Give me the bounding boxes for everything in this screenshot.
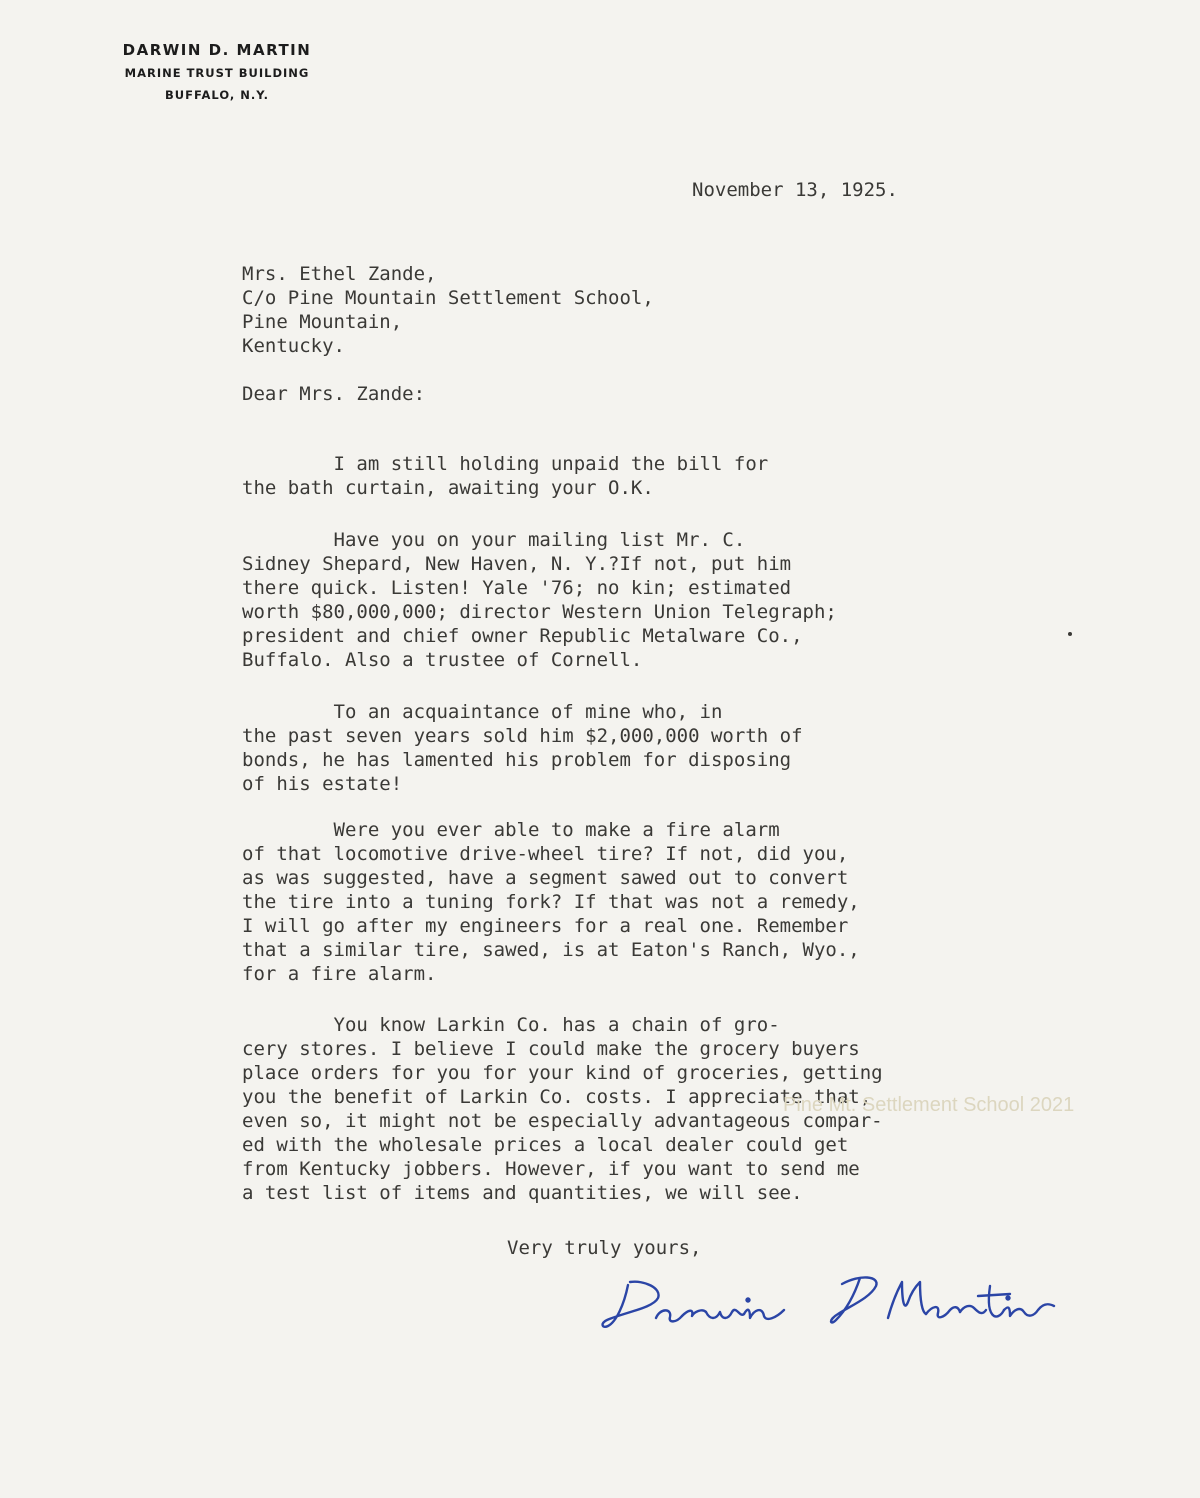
paragraph-line: To an acquaintance of mine who, in <box>242 701 723 723</box>
paragraph-mailing-list <box>242 528 837 672</box>
paragraph-line: as was suggested, have a segment sawed out to convert <box>242 867 849 889</box>
letterhead-name: DARWIN D. MARTIN <box>122 41 312 59</box>
paragraph-fire-alarm <box>242 818 860 986</box>
paragraph-line: Buffalo. Also a trustee of Cornell. <box>242 649 643 671</box>
letter-date: November 13, 1925. <box>692 179 898 201</box>
address-line: Pine Mountain, <box>242 311 403 333</box>
paragraph-line: Sidney Shepard, New Haven, N. Y.?If not, put him <box>242 553 792 575</box>
paragraph-line: I am still holding unpaid the bill for <box>242 453 769 475</box>
paragraph-line: for a fire alarm. <box>242 963 437 985</box>
closing: Very truly yours, <box>507 1237 702 1259</box>
paragraph-line: president and chief owner Republic Metalware Co., <box>242 625 803 647</box>
paragraph-line: the tire into a tuning fork? If that was not a remedy, <box>242 891 860 913</box>
letterhead <box>112 38 322 106</box>
paragraph-line: you the benefit of Larkin Co. costs. I appreciate that, <box>242 1086 872 1108</box>
watermark: Pine Mt. Settlement School 2021 <box>783 1094 1075 1116</box>
salutation: Dear Mrs. Zande: <box>242 383 426 405</box>
paragraph-line: that a similar tire, sawed, is at Eaton's Ranch, Wyo., <box>242 939 860 961</box>
paragraph-line: a test list of items and quantities, we will see. <box>242 1182 803 1204</box>
letterhead-city: BUFFALO, N.Y. <box>165 88 269 102</box>
handwritten-signature <box>598 1260 1098 1340</box>
paragraph-bath-curtain <box>242 452 768 500</box>
paragraph-acquaintance <box>242 700 803 796</box>
paragraph-line: bonds, he has lamented his problem for disposing <box>242 749 792 771</box>
paragraph-line: You know Larkin Co. has a chain of gro- <box>242 1014 780 1036</box>
letterhead-building: MARINE TRUST BUILDING <box>124 66 310 80</box>
paragraph-line: the bath curtain, awaiting your O.K. <box>242 477 654 499</box>
address-line: Kentucky. <box>242 335 345 357</box>
paragraph-line: Have you on your mailing list Mr. C. <box>242 529 746 551</box>
paragraph-line: I will go after my engineers for a real one. Remember <box>242 915 849 937</box>
paragraph-line: there quick. Listen! Yale '76; no kin; estimated <box>242 577 792 599</box>
paragraph-line: the past seven years sold him $2,000,000 worth of <box>242 725 803 747</box>
address-line: Mrs. Ethel Zande, <box>242 263 437 285</box>
paragraph-line: worth $80,000,000; director Western Union Telegraph; <box>242 601 837 623</box>
paragraph-line: of his estate! <box>242 773 403 795</box>
address-line: C/o Pine Mountain Settlement School, <box>242 287 654 309</box>
paragraph-line: from Kentucky jobbers. However, if you want to send me <box>242 1158 860 1180</box>
paragraph-line: even so, it might not be especially advantageous compar- <box>242 1110 883 1132</box>
paragraph-line: ed with the wholesale prices a local dealer could get <box>242 1134 849 1156</box>
paragraph-line: cery stores. I believe I could make the grocery buyers <box>242 1038 860 1060</box>
paragraph-line: Were you ever able to make a fire alarm <box>242 819 780 841</box>
ink-speck <box>1068 632 1072 636</box>
recipient-address <box>242 262 654 358</box>
paragraph-line: of that locomotive drive-wheel tire? If not, did you, <box>242 843 849 865</box>
paragraph-line: place orders for you for your kind of groceries, getting <box>242 1062 883 1084</box>
